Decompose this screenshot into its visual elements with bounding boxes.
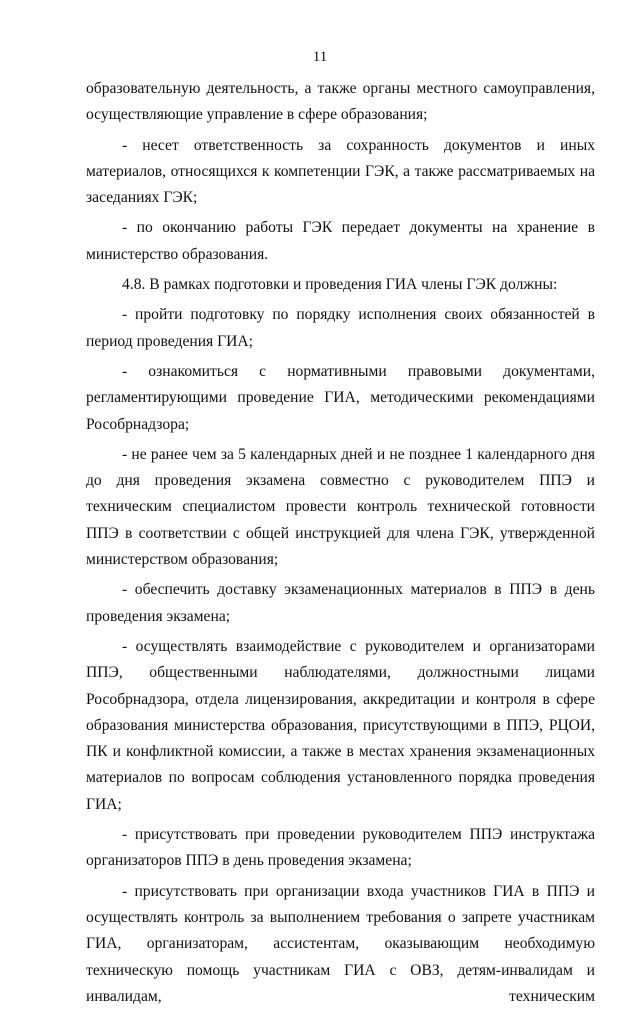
paragraph-interaction: - осуществлять взаимодействие с руководителем и организаторами ППЭ, общественными наблюдателями, должностными лицами Рособрнадзора, отдела лицензирования, аккредитации и контроля в сфере образования министерства образования, присутствующими в ППЭ, РЦОИ, ПК и конфликтной комиссии, а также в местах хранения экзаменационных материалов по вопросам соблюдения установленного порядка проведения ГИА; — [86, 637, 595, 813]
page-number: 11 — [312, 49, 328, 65]
paragraph-readiness-check: - не ранее чем за 5 календарных дней и не позднее 1 календарного дня до дня проведения экзамена совместно с руководителем ППЭ и техническим специалистом провести контроль технической готовности ППЭ в соответствии с общей инструкцией для члена ГЭК, утвержденной министерством образования; — [86, 445, 595, 569]
paragraph-training: - пройти подготовку по порядку исполнения своих обязанностей в период проведения ГИА; — [86, 306, 595, 350]
paragraph-responsibility: - несет ответственность за сохранность документов и иных материалов, относящихся к компетенции ГЭК, а также рассматриваемых на заседаниях ГЭК; — [86, 136, 595, 207]
paragraph-briefing: - присутствовать при проведении руководителем ППЭ инструктажа организаторов ППЭ в день проведения экзамена; — [86, 826, 595, 870]
paragraph-document-transfer: - по окончанию работы ГЭК передает документы на хранение в министерство образования. — [86, 219, 595, 263]
document-body — [86, 76, 595, 1010]
paragraph-entry-control: - присутствовать при организации входа участников ГИА в ППЭ и осуществлять контроль за выполнением требования о запрете участникам ГИА, организаторам, ассистентам, оказывающим необходимую техническую помощь участникам ГИА с ОВЗ, детям-инвалидам и инвалидам, техническим — [86, 882, 595, 1005]
paragraph-delivery: - обеспечить доставку экзаменационных материалов в ППЭ в день проведения экзамена; — [86, 581, 595, 625]
paragraph-familiarize: - ознакомиться с нормативными правовыми документами, регламентирующими проведение ГИА, методическими рекомендациями Рособрнадзора; — [86, 362, 595, 433]
paragraph-continuation: образовательную деятельность, а также органы местного самоуправления, осуществляющие управление в сфере образования; — [86, 80, 595, 124]
paragraph-section-4-8: 4.8. В рамках подготовки и проведения ГИА члены ГЭК должны: — [122, 276, 558, 294]
